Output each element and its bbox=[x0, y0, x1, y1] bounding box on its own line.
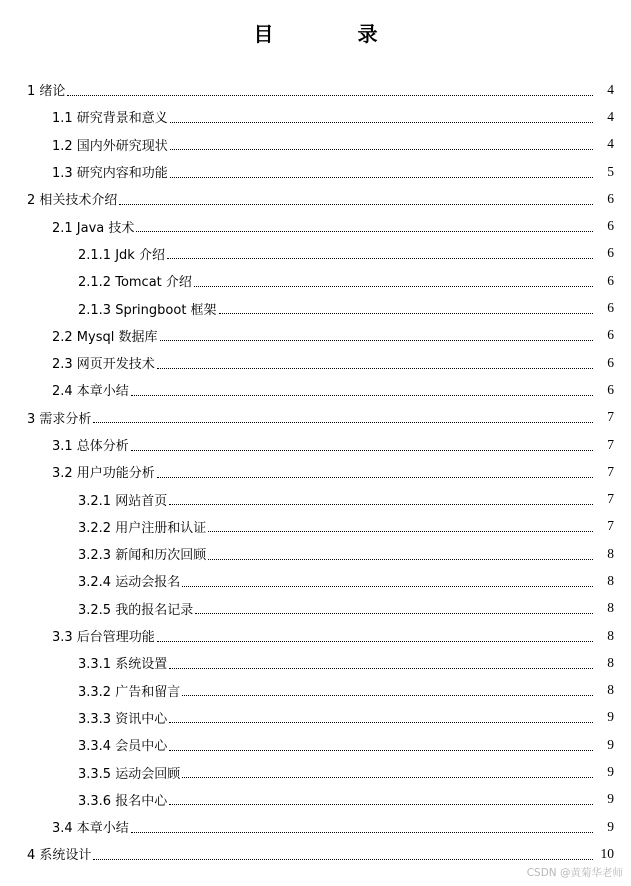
toc-page-number: 6 bbox=[607, 381, 614, 397]
toc-entry[interactable] bbox=[0, 103, 631, 130]
toc-entry[interactable] bbox=[0, 431, 631, 458]
toc-dot-leader bbox=[131, 449, 593, 451]
toc-entry-label: 1.1 研究背景和意义 bbox=[52, 111, 168, 127]
toc-page-number: 5 bbox=[607, 163, 614, 179]
toc-page-number: 8 bbox=[607, 682, 614, 698]
toc-entry[interactable] bbox=[0, 840, 631, 867]
toc-dot-leader bbox=[170, 176, 593, 178]
toc-page-number: 4 bbox=[607, 136, 614, 152]
toc-entry[interactable] bbox=[0, 131, 631, 158]
toc-dot-leader bbox=[170, 148, 593, 150]
toc-page-number: 9 bbox=[607, 736, 614, 752]
toc-entry[interactable] bbox=[0, 731, 631, 758]
toc-page-number: 8 bbox=[607, 654, 614, 670]
toc-page-number: 8 bbox=[607, 572, 614, 588]
toc-dot-leader bbox=[160, 339, 594, 341]
toc-entry[interactable] bbox=[0, 567, 631, 594]
toc-dot-leader bbox=[136, 230, 593, 232]
toc-entry-label: 3.3.2 广告和留言 bbox=[78, 684, 181, 700]
toc-dot-leader bbox=[169, 667, 593, 669]
toc-entry[interactable] bbox=[0, 649, 631, 676]
toc-entry[interactable] bbox=[0, 349, 631, 376]
toc-entry-label: 1.2 国内外研究现状 bbox=[52, 138, 168, 154]
toc-entry-label: 2.1 Java 技术 bbox=[52, 220, 135, 236]
toc-entry-label: 2.2 Mysql 数据库 bbox=[52, 329, 158, 345]
toc-entry[interactable] bbox=[0, 677, 631, 704]
toc-entry[interactable] bbox=[0, 294, 631, 321]
toc-entry-label: 3.1 总体分析 bbox=[52, 439, 129, 454]
toc-dot-leader bbox=[93, 858, 593, 860]
toc-page-number: 8 bbox=[607, 545, 614, 561]
toc-dot-leader bbox=[182, 585, 593, 587]
toc-entry[interactable] bbox=[0, 458, 631, 485]
toc-entry-label: 2.4 本章小结 bbox=[52, 384, 129, 400]
toc-page-number: 7 bbox=[607, 436, 614, 452]
toc-dot-leader bbox=[131, 831, 593, 833]
toc-entry[interactable] bbox=[0, 595, 631, 622]
toc-page-number: 6 bbox=[607, 190, 614, 206]
toc-entry-label: 3.2.5 我的报名记录 bbox=[78, 602, 194, 618]
toc-entry[interactable] bbox=[0, 622, 631, 649]
toc-entry[interactable] bbox=[0, 485, 631, 512]
toc-entry[interactable] bbox=[0, 267, 631, 294]
toc-entry-label: 1.3 研究内容和功能 bbox=[52, 166, 168, 182]
toc-page-number: 6 bbox=[607, 218, 614, 234]
toc-entry-label: 3.2.3 新闻和历次回顾 bbox=[78, 548, 207, 564]
toc-dot-leader bbox=[182, 776, 593, 778]
toc-page-number: 7 bbox=[607, 463, 614, 479]
toc-entry-label: 3.3.5 运动会回顾 bbox=[78, 766, 181, 782]
toc-page-number: 10 bbox=[600, 845, 614, 861]
toc-entry[interactable] bbox=[0, 376, 631, 403]
toc-page-number: 6 bbox=[607, 300, 614, 316]
toc-dot-leader bbox=[157, 367, 593, 369]
toc-page-number: 9 bbox=[607, 818, 614, 834]
toc-entry[interactable] bbox=[0, 240, 631, 267]
toc-entry[interactable] bbox=[0, 786, 631, 813]
page-title: 目 录 bbox=[253, 22, 410, 46]
toc-entry-label: 2.1.3 Springboot 框架 bbox=[78, 302, 217, 318]
toc-page-number: 6 bbox=[607, 272, 614, 288]
toc-entry-label: 3.3.6 报名中心 bbox=[78, 793, 168, 809]
toc-entry[interactable] bbox=[0, 540, 631, 567]
toc-dot-leader bbox=[208, 530, 593, 532]
toc-dot-leader bbox=[182, 694, 593, 696]
toc-entry-label: 3.2.4 运动会报名 bbox=[78, 575, 181, 591]
toc-entry-label: 3.2.2 用户注册和认证 bbox=[78, 520, 207, 536]
toc-page-number: 9 bbox=[607, 791, 614, 807]
toc-dot-leader bbox=[169, 749, 593, 751]
toc-entry[interactable] bbox=[0, 158, 631, 185]
toc-entry[interactable] bbox=[0, 212, 631, 239]
toc-entry-label: 3.3.1 系统设置 bbox=[78, 657, 168, 673]
toc-entry-label: 3.2.1 网站首页 bbox=[78, 493, 168, 509]
toc-entry-label: 3.4 本章小结 bbox=[52, 821, 129, 837]
toc-entry-label: 3.2 用户功能分析 bbox=[52, 466, 155, 482]
toc-page-number: 7 bbox=[607, 491, 614, 507]
toc-dot-leader bbox=[170, 121, 593, 123]
toc-entry[interactable] bbox=[0, 758, 631, 785]
toc-dot-leader bbox=[169, 503, 593, 505]
toc-entry-label: 2 相关技术介绍 bbox=[27, 193, 118, 209]
toc-dot-leader bbox=[119, 203, 593, 205]
toc-entry-label: 2.1.2 Tomcat 介绍 bbox=[78, 275, 192, 291]
toc-entry-label: 3 需求分析 bbox=[27, 411, 92, 427]
toc-page-number: 4 bbox=[607, 108, 614, 124]
toc-page-number: 6 bbox=[607, 354, 614, 370]
toc-dot-leader bbox=[169, 803, 593, 805]
toc-page-number: 8 bbox=[607, 600, 614, 616]
toc-entry-label: 2.3 网页开发技术 bbox=[52, 357, 155, 373]
toc-dot-leader bbox=[194, 285, 593, 287]
toc-entry[interactable] bbox=[0, 322, 631, 349]
toc-page-number: 4 bbox=[607, 81, 614, 97]
toc-page-number: 7 bbox=[607, 409, 614, 425]
toc-entry-label: 3.3.4 会员中心 bbox=[78, 739, 168, 755]
watermark: CSDN @黄菊华老师 bbox=[526, 867, 623, 879]
toc-entry[interactable] bbox=[0, 513, 631, 540]
toc-dot-leader bbox=[93, 421, 593, 423]
table-of-contents bbox=[0, 76, 631, 868]
toc-dot-leader bbox=[67, 94, 593, 96]
toc-dot-leader bbox=[169, 721, 593, 723]
toc-page-number: 9 bbox=[607, 709, 614, 725]
toc-dot-leader bbox=[157, 640, 593, 642]
toc-page-number: 6 bbox=[607, 327, 614, 343]
toc-page-number: 7 bbox=[607, 518, 614, 534]
toc-page-number: 8 bbox=[607, 627, 614, 643]
toc-entry-label: 3.3 后台管理功能 bbox=[52, 630, 155, 646]
toc-dot-leader bbox=[131, 394, 593, 396]
toc-page-number: 6 bbox=[607, 245, 614, 261]
toc-dot-leader bbox=[208, 558, 593, 560]
toc-dot-leader bbox=[219, 312, 593, 314]
toc-entry-label: 3.3.3 资讯中心 bbox=[78, 711, 168, 727]
toc-entry[interactable] bbox=[0, 185, 631, 212]
toc-dot-leader bbox=[157, 476, 593, 478]
toc-dot-leader bbox=[167, 257, 593, 259]
toc-dot-leader bbox=[195, 612, 593, 614]
toc-entry-label: 1 绪论 bbox=[27, 84, 66, 100]
toc-entry-label: 4 系统设计 bbox=[27, 848, 92, 864]
toc-entry[interactable] bbox=[0, 704, 631, 731]
toc-entry[interactable] bbox=[0, 404, 631, 431]
toc-entry[interactable] bbox=[0, 813, 631, 840]
toc-entry[interactable] bbox=[0, 76, 631, 103]
toc-page-number: 9 bbox=[607, 764, 614, 780]
toc-entry-label: 2.1.1 Jdk 介绍 bbox=[78, 247, 165, 263]
